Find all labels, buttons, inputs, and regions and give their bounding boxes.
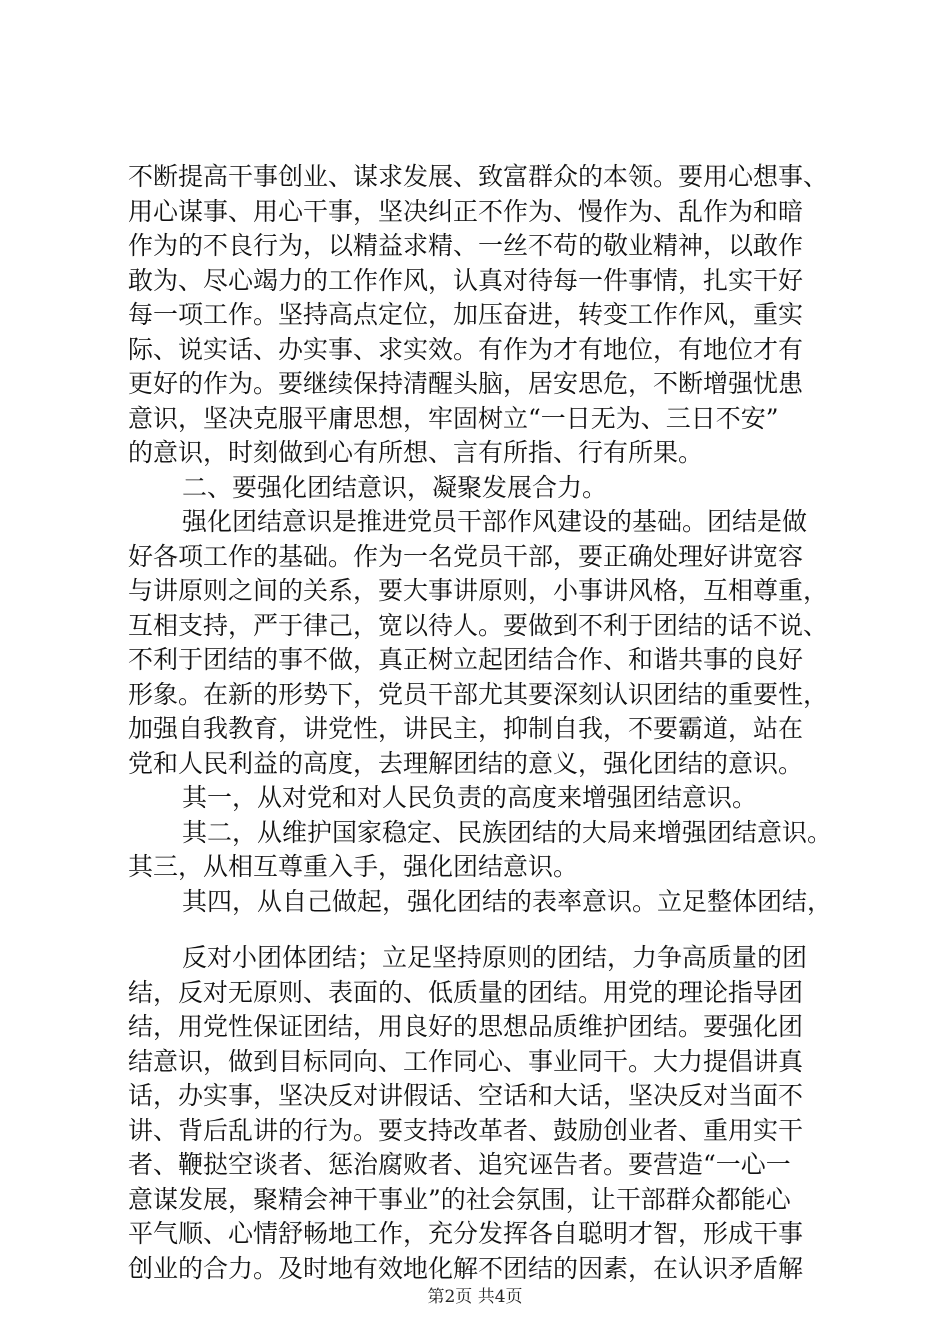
text-line: 结意识，做到目标同向、工作同心、事业同干。大力提倡讲真 [128, 1046, 804, 1076]
text-line: 结，反对无原则、表面的、低质量的团结。用党的理论指导团 [128, 977, 804, 1007]
text-line: 反对小团体团结；立足坚持原则的团结，力争高质量的团 [182, 943, 808, 972]
text-line: 意识，坚决克服平庸思想，牢固树立“一日无为、三日不安” [128, 403, 779, 433]
text-line: 其一，从对党和对人民负责的高度来增强团结意识。 [182, 783, 758, 812]
text-line: 平气顺、心情舒畅地工作，充分发挥各自聪明才智，形成干事 [128, 1219, 804, 1248]
text-line: 其三，从相互尊重入手，强化团结意识。 [128, 852, 579, 881]
page-footer: 第2页 共4页 [427, 1287, 523, 1307]
text-line: 讲、背后乱讲的行为。要支持改革者、鼓励创业者、重用实干 [128, 1115, 804, 1145]
text-line: 互相支持，严于律己，宽以待人。要做到不利于团结的话不说、 [128, 610, 829, 640]
text-line: 好各项工作的基础。作为一名党员干部，要正确处理好讲宽容 [128, 541, 804, 571]
text-line: 其四，从自己做起，强化团结的表率意识。立足整体团结， [182, 886, 833, 916]
text-line: 敢为、尽心竭力的工作作风，认真对待每一件事情，扎实干好 [128, 265, 804, 295]
text-line: 者、鞭挞空谈者、惩治腐败者、追究诬告者。要营造“一心一 [128, 1150, 791, 1179]
text-line: 其二，从维护国家稳定、民族团结的大局来增强团结意识。 [182, 817, 833, 847]
text-line: 强化团结意识是推进党员干部作风建设的基础。团结是做 [182, 507, 808, 536]
text-line: 与讲原则之间的关系，要大事讲原则，小事讲风格，互相尊重， [128, 576, 829, 605]
text-line: 意谋发展，聚精会神干事业”的社会氛围，让干部群众都能心 [128, 1184, 791, 1214]
text-line: 结，用党性保证团结，用良好的思想品质维护团结。要强化团 [128, 1012, 804, 1041]
page-gap [128, 919, 828, 941]
text-line: 加强自我教育，讲党性，讲民主，抑制自我，不要霸道，站在 [128, 714, 804, 743]
text-line: 用心谋事、用心干事，坚决纠正不作为、慢作为、乱作为和暗 [128, 196, 804, 226]
text-line: 更好的作为。要继续保持清醒头脑，居安思危，不断增强忧患 [128, 369, 804, 398]
text-line: 不断提高干事创业、谋求发展、致富群众的本领。要用心想事、 [128, 162, 829, 191]
text-line: 创业的合力。及时地有效地化解不团结的因素，在认识矛盾解 [128, 1253, 804, 1283]
text-line: 际、说实话、办实事、求实效。有作为才有地位，有地位才有 [128, 334, 804, 364]
section-heading: 二、要强化团结意识，凝聚发展合力。 [182, 472, 608, 502]
text-line: 的意识，时刻做到心有所想、言有所指、行有所果。 [128, 438, 704, 467]
text-line: 形象。在新的形势下，党员干部尤其要深刻认识团结的重要性， [128, 679, 829, 709]
text-line: 话，办实事，坚决反对讲假话、空话和大话，坚决反对当面不 [128, 1081, 804, 1110]
text-line: 不利于团结的事不做，真正树立起团结合作、和谐共事的良好 [128, 645, 804, 674]
text-line: 党和人民利益的高度，去理解团结的意义，强化团结的意识。 [128, 748, 804, 778]
document-body [128, 160, 833, 1286]
text-line: 作为的不良行为，以精益求精、一丝不苟的敬业精神，以敢作 [128, 231, 804, 260]
text-line: 每一项工作。坚持高点定位，加压奋进，转变工作作风，重实 [128, 300, 804, 329]
